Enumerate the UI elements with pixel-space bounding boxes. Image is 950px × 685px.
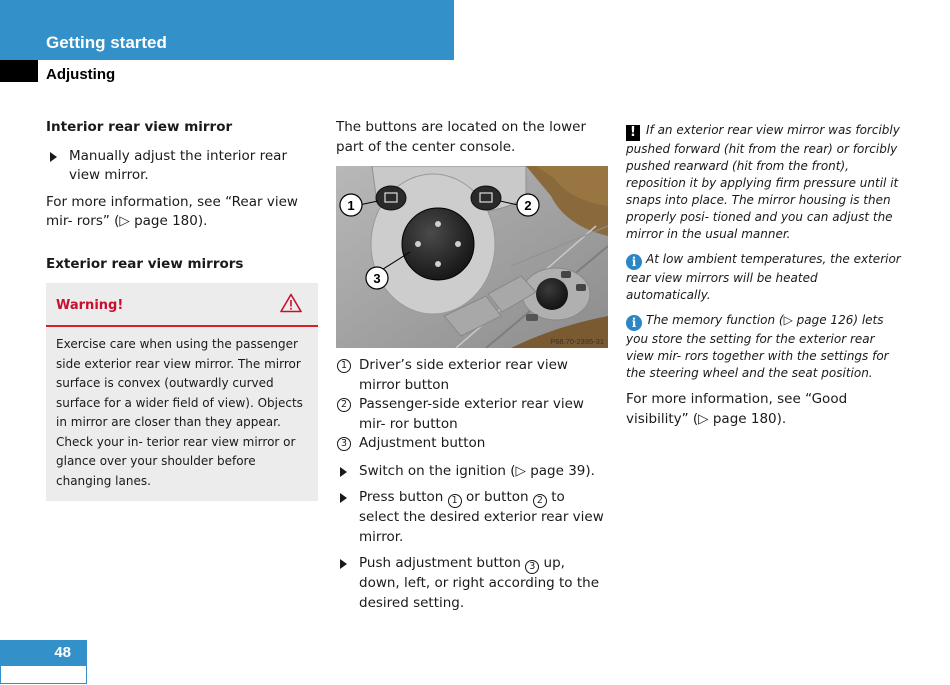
note-forced-mirror: ! If an exterior rear view mirror was forcibly pushed forward (hit from the rear) or forcibly pushed rearward (hit from the front), reposition it by applying firm pressure until it snaps into place. The mirror housing is then properly posi- tioned and you can adjust the mirror in the usual manner. <box>626 123 900 241</box>
legend-item-3: 3 Adjustment button <box>336 434 608 454</box>
step-ignition: Switch on the ignition (▷ page 39). <box>336 462 608 482</box>
warning-header <box>46 283 318 327</box>
note-memory-function: i The memory function (▷ page 126) lets you store the setting for the exterior rear view mir- rors together with the settings for the steering wheel and the seat position. <box>626 313 889 380</box>
bullet-triangle-icon <box>340 559 347 569</box>
info-icon: i <box>626 254 642 270</box>
buttons-location-text: The buttons are located on the lower part of the center console. <box>336 119 587 155</box>
note-heated-mirrors: i At low ambient temperatures, the exterior rear view mirrors will be heated automatically. <box>626 252 901 302</box>
legend-item-2: 2 Passenger-side exterior rear view mir- ror button <box>336 395 608 434</box>
column-left <box>46 118 318 501</box>
page-number: 48 <box>54 644 71 661</box>
column-middle <box>336 118 608 620</box>
subsection-title: Adjusting <box>46 66 116 83</box>
legend-item-1: 1 Driver’s side exterior rear view mirror button <box>336 356 608 395</box>
bullet-triangle-icon <box>340 467 347 477</box>
warning-box <box>46 283 318 501</box>
bullet-triangle-icon <box>50 152 57 162</box>
info-icon: i <box>626 315 642 331</box>
step-push-adjust: Push adjustment button 3 up, down, left, or right according to the desired setting. <box>336 554 608 613</box>
heading-interior-mirror: Interior rear view mirror <box>46 119 233 135</box>
step-manual-adjust: Manually adjust the interior rear view mirror. <box>46 147 318 186</box>
page-number-box <box>0 640 87 666</box>
mirror-control-photo <box>336 166 608 348</box>
callout-1: 1 <box>347 198 355 213</box>
heading-exterior-mirrors: Exterior rear view mirrors <box>46 255 244 272</box>
warning-title: Warning! <box>56 298 124 313</box>
column-right <box>626 122 902 436</box>
page-footer-outline <box>0 666 87 684</box>
photo-reference: P68.70-2395-31 <box>550 337 604 346</box>
bullet-triangle-icon <box>340 493 347 503</box>
warning-triangle-icon <box>280 293 302 313</box>
more-info-good-visibility: For more information, see “Good visibility” (▷ page 180). <box>626 391 848 427</box>
more-info-rear-mirrors: For more information, see “Rear view mir- rors” (▷ page 180). <box>46 193 298 229</box>
warning-text: Exercise care when using the passenger side exterior rear view mirror. The mirror surface is convex (outwardly curved surface for a wider field of view). Objects in mirror are closer than they appear. Check your in- terior rear view mirror or glance over your shoulder before changing lanes. <box>56 337 303 488</box>
section-title: Getting started <box>46 33 167 52</box>
callout-2: 2 <box>524 198 532 213</box>
subheading-marker <box>0 60 38 82</box>
callout-3: 3 <box>373 271 381 286</box>
exclamation-icon: ! <box>626 125 640 141</box>
step-select-mirror: Press button 1 or button 2 to select the desired exterior rear view mirror. <box>336 488 608 547</box>
